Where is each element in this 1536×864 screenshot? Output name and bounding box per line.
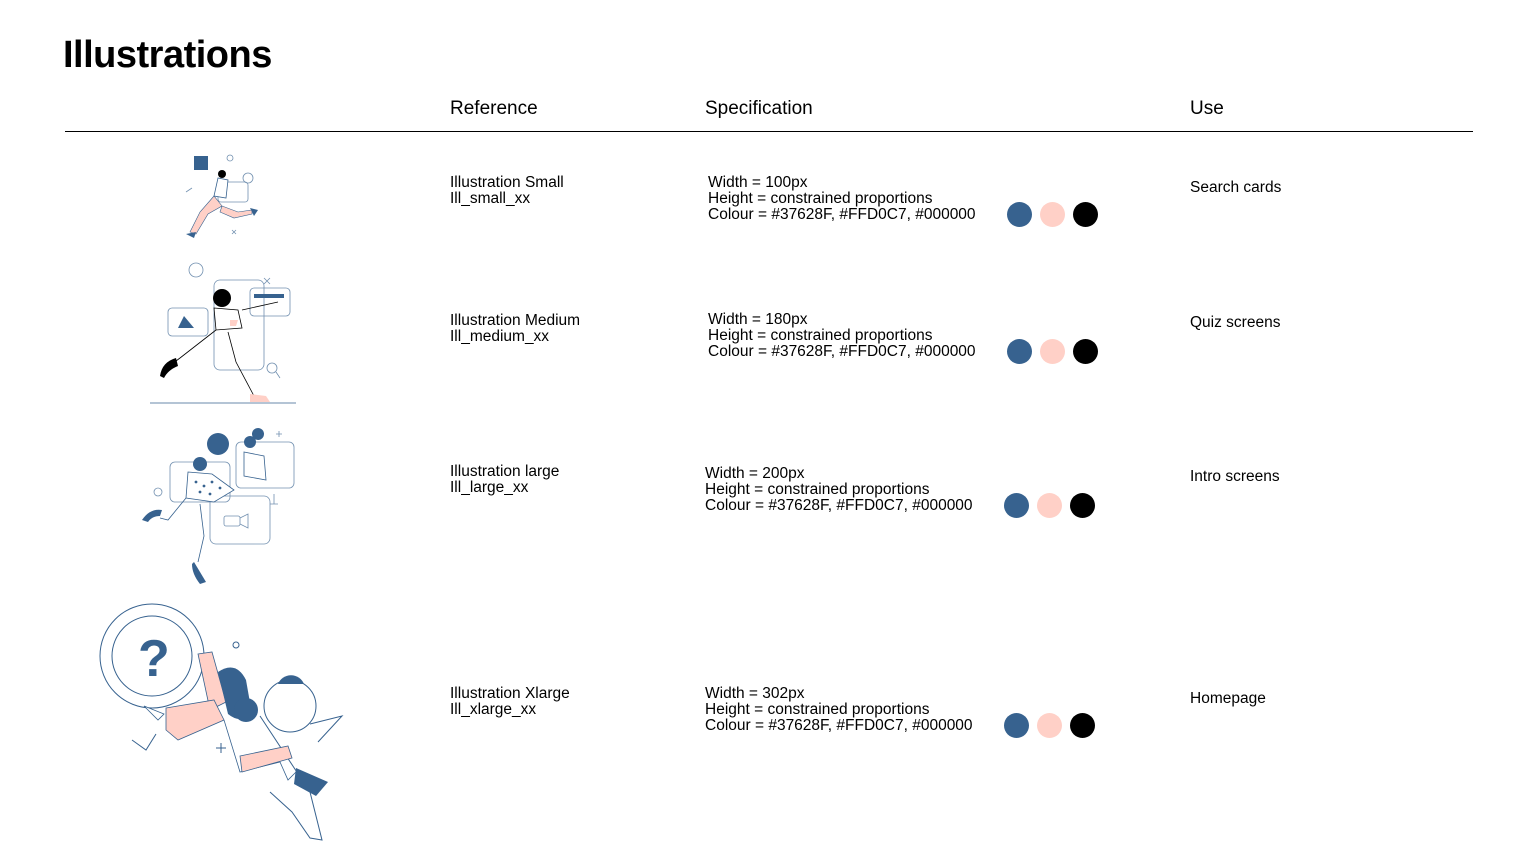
reference-cell	[450, 313, 580, 345]
illustration-code: Ill_xlarge_xx	[450, 701, 537, 718]
swatch-black	[1070, 713, 1095, 738]
spec-height: Height = constrained proportions	[705, 701, 930, 718]
color-swatches	[1004, 493, 1095, 518]
column-header-reference: Reference	[450, 98, 538, 119]
swatch-blue	[1007, 202, 1032, 227]
illustration-code: Ill_small_xx	[450, 190, 531, 207]
spec-height: Height = constrained proportions	[708, 327, 933, 344]
swatch-pink	[1040, 339, 1065, 364]
svg-text:?: ?	[138, 630, 170, 688]
spec-height: Height = constrained proportions	[708, 190, 933, 207]
reference-cell	[450, 686, 570, 718]
swatch-black	[1070, 493, 1095, 518]
spec-width: Width = 302px	[705, 685, 805, 702]
spec-colour: Colour = #37628F, #FFD0C7, #000000	[708, 343, 976, 360]
running-person-illustration	[178, 152, 268, 240]
header-divider	[65, 131, 1473, 132]
specification-cell	[705, 686, 973, 734]
color-swatches	[1007, 202, 1098, 227]
page-title: Illustrations	[63, 34, 272, 76]
spec-width: Width = 200px	[705, 465, 805, 482]
question-mark-person-illustration	[100, 602, 348, 842]
spec-width: Width = 180px	[708, 311, 808, 328]
swatch-blue	[1004, 493, 1029, 518]
swatch-pink	[1040, 202, 1065, 227]
spec-colour: Colour = #37628F, #FFD0C7, #000000	[708, 206, 976, 223]
column-header-specification: Specification	[705, 98, 813, 119]
use-cell: Homepage	[1190, 690, 1266, 707]
use-cell: Quiz screens	[1190, 314, 1281, 331]
spec-colour: Colour = #37628F, #FFD0C7, #000000	[705, 497, 973, 514]
specification-cell	[708, 312, 976, 360]
illustration-name: Illustration Medium	[450, 312, 581, 329]
spec-height: Height = constrained proportions	[705, 481, 930, 498]
video-call-illustration	[140, 424, 310, 586]
color-swatches	[1007, 339, 1098, 364]
swatch-black	[1073, 202, 1098, 227]
specification-cell	[705, 466, 973, 514]
swatch-pink	[1037, 713, 1062, 738]
use-cell: Intro screens	[1190, 468, 1280, 485]
illustration-name: Illustration Small	[450, 174, 564, 191]
illustration-code: Ill_large_xx	[450, 479, 529, 496]
use-cell: Search cards	[1190, 179, 1282, 196]
spec-width: Width = 100px	[708, 174, 808, 191]
person-with-screen-illustration	[150, 258, 300, 406]
reference-cell	[450, 175, 564, 207]
swatch-blue	[1007, 339, 1032, 364]
illustration-name: Illustration large	[450, 463, 560, 480]
swatch-blue	[1004, 713, 1029, 738]
color-swatches	[1004, 713, 1095, 738]
illustration-name: Illustration Xlarge	[450, 685, 570, 702]
swatch-black	[1073, 339, 1098, 364]
column-header-use: Use	[1190, 98, 1224, 119]
specification-cell	[708, 175, 976, 223]
reference-cell	[450, 464, 559, 496]
spec-colour: Colour = #37628F, #FFD0C7, #000000	[705, 717, 973, 734]
swatch-pink	[1037, 493, 1062, 518]
illustration-code: Ill_medium_xx	[450, 328, 550, 345]
